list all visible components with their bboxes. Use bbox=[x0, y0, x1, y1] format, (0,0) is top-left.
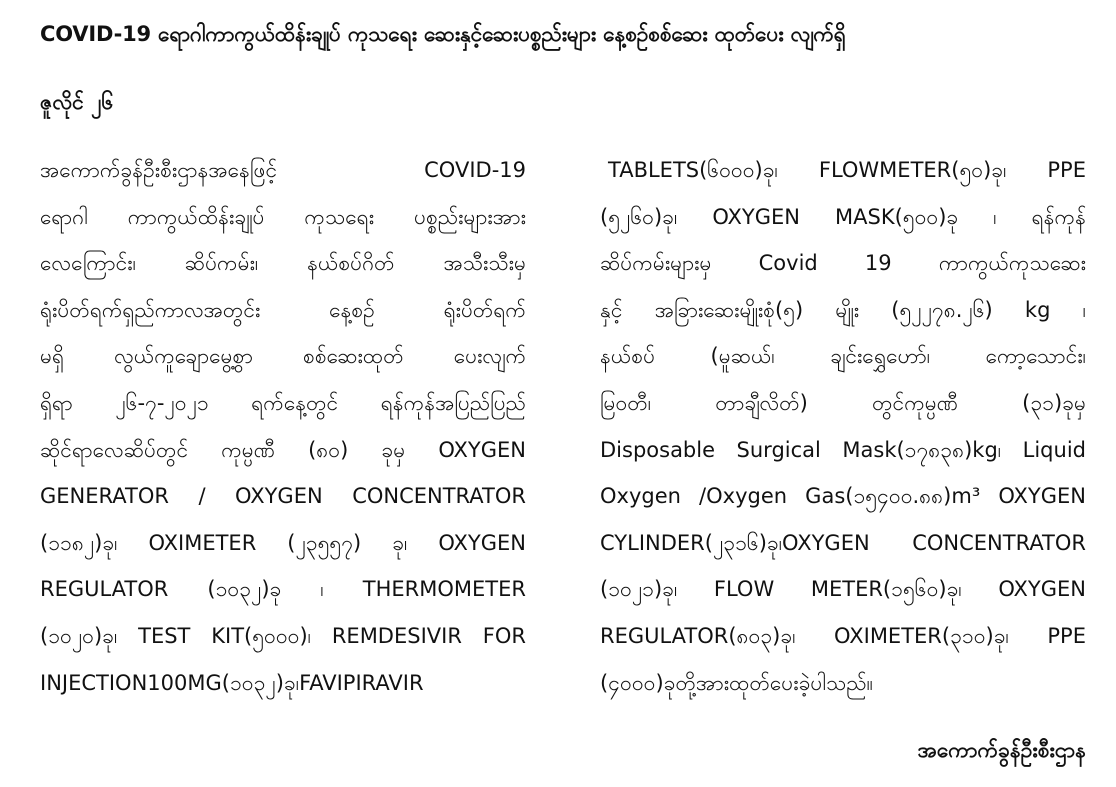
article-date: ဇူလိုင် ၂၆ bbox=[40, 90, 114, 114]
paragraph-line: ရှိရာ ၂၆-၇-၂၀၂၁ ရက်နေ့တွင် ရန်ကုန်အပြည်ပြည် bbox=[40, 390, 526, 415]
paragraph-line: (၁၁၈၂)ခု၊ OXIMETER (၂၃၅၅၇) ခု၊ OXYGEN bbox=[40, 530, 526, 555]
paragraph-line: GENERATOR / OXYGEN CONCENTRATOR bbox=[40, 484, 526, 509]
paragraph-line: လေကြောင်း၊ ဆိပ်ကမ်း၊ နယ်စပ်ဂိတ် အသီးသီးမှ bbox=[40, 251, 526, 276]
paragraph-line: အကောက်ခွန်ဦးစီးဌာနအနေဖြင့် COVID-19 bbox=[40, 158, 526, 182]
paragraph-line: မြဝတီ၊ တာချီလိတ်) တွင်ကုမ္ပဏီ (၃၁)ခုမှ bbox=[600, 390, 1086, 415]
article-headline: COVID-19 ရောဂါကာကွယ်ထိန်းချုပ် ကုသရေး ဆေးနှင့်ဆေးပစ္စည်းများ နေ့စဉ်စစ်ဆေး ထုတ်ပေး လျက်ရှိ bbox=[40, 22, 846, 46]
paragraph-line: REGULATOR(၈၀၃)ခု၊ OXIMETER(၃၁၀)ခု၊ PPE bbox=[600, 623, 1086, 648]
paragraph-line: ရောဂါ ကာကွယ်ထိန်းချုပ် ကုသရေး ပစ္စည်းများအား bbox=[40, 204, 526, 229]
paragraph-line: CYLINDER(၂၃၁၆)ခု၊OXYGEN CONCENTRATOR bbox=[600, 530, 1086, 555]
article-signature: အကောက်ခွန်ဦးစီးဌာန bbox=[917, 738, 1086, 762]
paragraph-line: Oxygen /Oxygen Gas(၁၅၄၀၀.၈၈)m³ OXYGEN bbox=[600, 484, 1086, 509]
paragraph-line: (၅၂၆၀)ခု၊ OXYGEN MASK(၅၀၀)ခု ၊ ရန်ကုန် bbox=[600, 204, 1086, 229]
paragraph-line: (၁၀၂၁)ခု၊ FLOW METER(၁၅၆၀)ခု၊ OXYGEN bbox=[600, 577, 1086, 602]
paragraph-line: (၁၀၂၀)ခု၊ TEST KIT(၅၀၀၀)၊ REMDESIVIR FOR bbox=[40, 623, 526, 648]
paragraph-line: နှင့် အခြားဆေးမျိုးစုံ(၅) မျိုး (၅၂၂၇၈.၂၆) kg ၊ bbox=[600, 297, 1086, 322]
right-column bbox=[600, 150, 1086, 709]
left-column bbox=[40, 150, 526, 709]
paragraph-line: ရုံးပိတ်ရက်ရှည်ကာလအတွင်း နေ့စဉ် ရုံးပိတ်ရက် bbox=[40, 297, 526, 322]
paragraph-line: ဆိုင်ရာလေဆိပ်တွင် ကုမ္ပဏီ (၈၀) ခုမှ OXYGEN bbox=[40, 437, 526, 462]
paragraph-line: နယ်စပ် (မူဆယ်၊ ချင်းရွှေဟော်၊ ကော့သောင်း၊ bbox=[600, 344, 1086, 369]
paragraph-line: ဆိပ်ကမ်းများမှ Covid 19 ကာကွယ်ကုသဆေး bbox=[600, 251, 1086, 276]
paragraph-line: TABLETS(၆၀၀၀)ခု၊ FLOWMETER(၅၀)ခု၊ PPE bbox=[608, 158, 1086, 182]
paragraph-line: မရှိ လွယ်ကူချောမွေ့စွာ စစ်ဆေးထုတ် ပေးလျက် bbox=[40, 344, 526, 369]
paragraph-line: Disposable Surgical Mask(၁၇၈၃၈)kg၊ Liquid bbox=[600, 437, 1086, 462]
paragraph-line: INJECTION 100 MG(၁၀၃၂)ခု၊ FAVIPIRAVIR bbox=[40, 670, 424, 695]
paragraph-line: REGULATOR (၁၀၃၂)ခု ၊ THERMOMETER bbox=[40, 577, 526, 602]
paragraph-line: (၄၀၀၀)ခု တို့အားထုတ်ပေးခဲ့ပါသည်။ bbox=[600, 670, 873, 695]
